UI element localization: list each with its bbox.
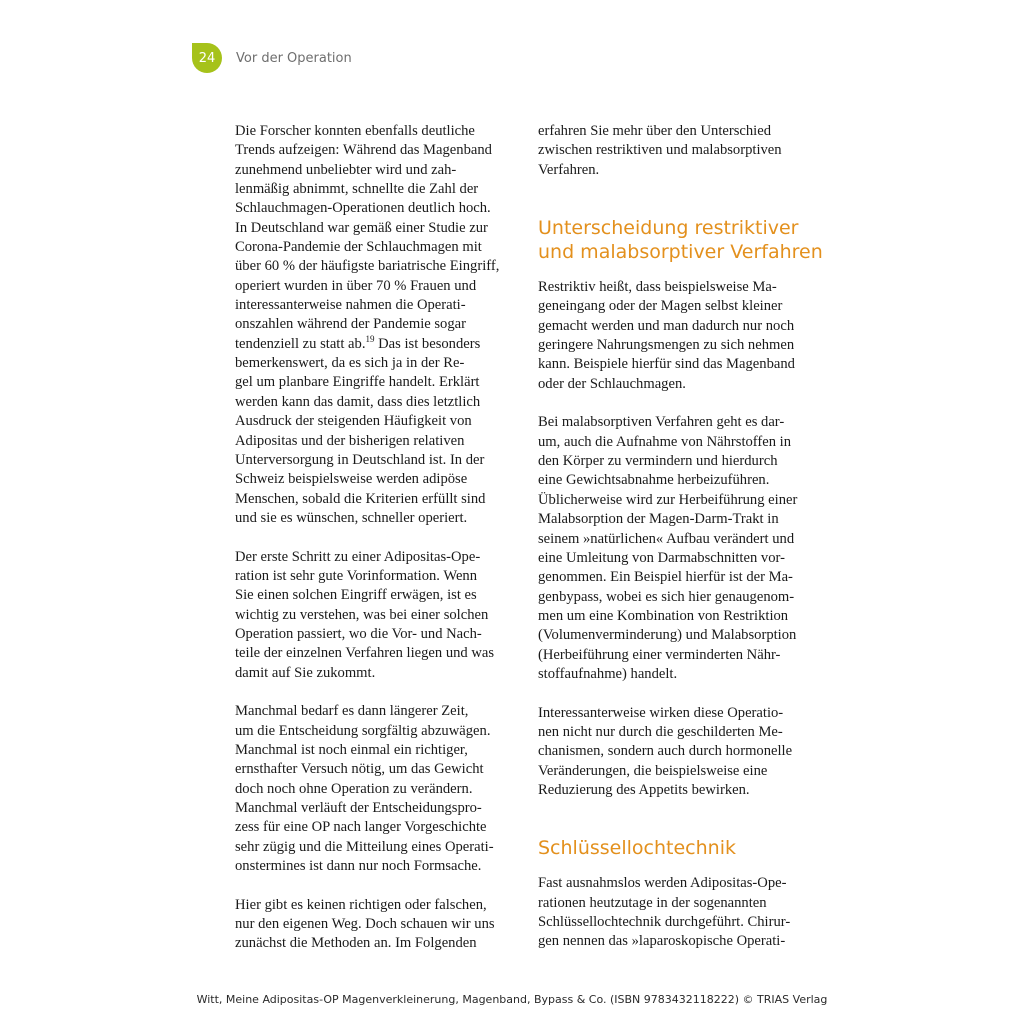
paragraph (538, 122, 823, 180)
footnote-reference: 19 (365, 333, 375, 344)
text-line: zess für eine OP nach langer Vorgeschichte (235, 819, 487, 836)
paragraph (538, 704, 823, 801)
text-line: Bei malabsorptiven Verfahren geht es dar- (538, 414, 785, 431)
text-line: Schlauchmagen-Operationen deutlich hoch. (235, 200, 491, 217)
text-line: stoffaufnahme) handelt. (538, 665, 678, 682)
text-line: gel um planbare Eingriffe handelt. Erklärt (235, 374, 480, 391)
page-header (192, 42, 352, 74)
text-line: gemacht werden und man dadurch nur noch (538, 317, 795, 334)
text-line: ration ist sehr gute Vorinformation. Wenn (235, 567, 478, 584)
text-line: und sie es wünschen, schneller operiert. (235, 509, 468, 526)
text-line: Malabsorption der Magen-Darm-Trakt in (538, 511, 779, 528)
text-line: über 60 % der häufigste bariatrische Eingriff, (235, 258, 500, 275)
text-line: zunächst die Methoden an. Im Folgenden (235, 935, 477, 952)
text-line: Manchmal bedarf es dann längerer Zeit, (235, 703, 469, 720)
text-line-with-footnote (235, 335, 520, 354)
text-line: Reduzierung des Appetits bewirken. (538, 781, 750, 798)
text-line: den Körper zu vermindern und hierdurch (538, 453, 778, 470)
text-line: chanismen, sondern auch durch hormonelle (538, 743, 793, 760)
text-line: teile der einzelnen Verfahren liegen und was (235, 645, 495, 662)
text-line: wichtig zu verstehen, was bei einer solchen (235, 606, 489, 623)
text-line: Trends aufzeigen: Während das Magenband (235, 142, 492, 159)
text-line: lenmäßig abnimmt, schnellte die Zahl der (235, 181, 479, 198)
heading-line: und malabsorptiver Verfahren (538, 241, 823, 264)
text-line: zwischen restriktiven und malabsorptiven (538, 142, 782, 159)
text-line: Hier gibt es keinen richtigen oder falschen, (235, 896, 487, 913)
text-line: Schlüssellochtechnik durchgeführt. Chirur- (538, 914, 791, 930)
heading-line: Schlüssellochtechnik (538, 837, 736, 860)
section-heading (538, 216, 823, 264)
paragraph (538, 874, 823, 951)
text-line: genbypass, wobei es sich hier genaugenom- (538, 588, 795, 605)
left-column (235, 122, 520, 954)
running-head: Vor der Operation (236, 50, 352, 66)
text-line: Menschen, sobald die Kriterien erfüllt sind (235, 490, 486, 507)
text-line: interessanterweise nahmen die Operati- (235, 297, 466, 314)
text-segment: Das ist besonders (374, 335, 481, 352)
text-line: nen nicht nur durch die geschilderten Me- (538, 723, 783, 740)
text-line: zunehmend unbeliebter wird und zah- (235, 161, 457, 178)
text-line: men um eine Kombination von Restriktion (538, 607, 789, 624)
text-line: damit auf Sie zukommt. (235, 664, 376, 681)
text-line: rationen heutzutage in der sogenannten (538, 894, 767, 911)
text-line: bemerkenswert, da es sich ja in der Re- (235, 355, 465, 372)
text-line: Die Forscher konnten ebenfalls deutliche (235, 123, 475, 139)
text-line: werden kann das damit, dass dies letztlich (235, 393, 481, 410)
text-line: Manchmal verläuft der Entscheidungspro- (235, 800, 482, 817)
text-line: Verfahren. (538, 161, 600, 178)
text-line: erfahren Sie mehr über den Unterschied (538, 123, 771, 139)
footer-citation: Witt, Meine Adipositas-OP Magenverkleinerung, Magenband, Bypass & Co. (ISBN 9783432118222) © TRIAS Verlag (196, 993, 828, 1006)
text-line: um die Entscheidung sorgfältig abzuwägen. (235, 722, 491, 739)
text-line: Adipositas und der bisherigen relativen (235, 432, 465, 449)
text-line: Restriktiv heißt, dass beispielsweise Ma- (538, 279, 777, 296)
text-line: Fast ausnahmslos werden Adipositas-Ope- (538, 875, 787, 892)
text-line: Der erste Schritt zu einer Adipositas-Ope- (235, 548, 481, 565)
text-line: geringere Nahrungsmengen zu sich nehmen (538, 337, 795, 354)
text-line: nur den eigenen Weg. Doch schauen wir uns (235, 916, 495, 933)
paragraph (235, 896, 520, 954)
text-line: eine Gewichtsabnahme herbeizuführen. (538, 472, 770, 489)
text-line: Corona-Pandemie der Schlauchmagen mit (235, 239, 482, 256)
text-line: oder der Schlauchmagen. (538, 375, 686, 392)
text-line: Operation passiert, wo die Vor- und Nach- (235, 625, 482, 642)
text-line: kann. Beispiele hierfür sind das Magenband (538, 356, 795, 373)
text-line: Üblicherweise wird zur Herbeiführung einer (538, 491, 798, 508)
text-line: gen nennen das »laparoskopische Operati- (538, 933, 786, 950)
right-column (538, 122, 823, 952)
text-line: Interessanterweise wirken diese Operatio- (538, 704, 784, 721)
text-line: In Deutschland war gemäß einer Studie zur (235, 219, 488, 236)
text-line: eine Umleitung von Darmabschnitten vor- (538, 549, 785, 566)
text-line: geneingang oder der Magen selbst kleiner (538, 298, 783, 315)
paragraph (235, 548, 520, 683)
paragraph (235, 702, 520, 876)
text-line: Sie einen solchen Eingriff erwägen, ist es (235, 587, 477, 604)
text-line: onstermines ist dann nur noch Formsache. (235, 858, 482, 875)
page-number-badge: 24 (192, 43, 222, 73)
text-line: (Herbeiführung einer verminderten Nähr- (538, 646, 781, 663)
paragraph (538, 413, 823, 684)
text-line: (Volumenverminderung) und Malabsorption (538, 627, 797, 644)
text-line: seinem »natürlichen« Aufbau verändert und (538, 530, 795, 547)
text-line: Veränderungen, die beispielsweise eine (538, 762, 768, 779)
text-segment: tendenziell zu statt ab. (235, 335, 366, 352)
text-line: doch noch ohne Operation zu verändern. (235, 780, 473, 797)
text-line: um, auch die Aufnahme von Nährstoffen in (538, 433, 792, 450)
text-line: onszahlen während der Pandemie sogar (235, 316, 466, 333)
text-line: sehr zügig und die Mitteilung eines Operati- (235, 838, 494, 855)
section-heading (538, 836, 823, 860)
text-line: operiert wurden in über 70 % Frauen und (235, 277, 477, 294)
text-line: Manchmal ist noch einmal ein richtiger, (235, 742, 468, 758)
text-line: Schweiz beispielsweise werden adipöse (235, 471, 468, 488)
text-line: genommen. Ein Beispiel hierfür ist der Ma- (538, 569, 793, 586)
text-line: ernsthafter Versuch nötig, um das Gewicht (235, 761, 484, 778)
text-line: Ausdruck der steigenden Häufigkeit von (235, 413, 472, 430)
heading-line: Unterscheidung restriktiver (538, 217, 799, 240)
paragraph (235, 122, 520, 528)
text-line: Unterversorgung in Deutschland ist. In der (235, 451, 485, 468)
paragraph (538, 278, 823, 394)
